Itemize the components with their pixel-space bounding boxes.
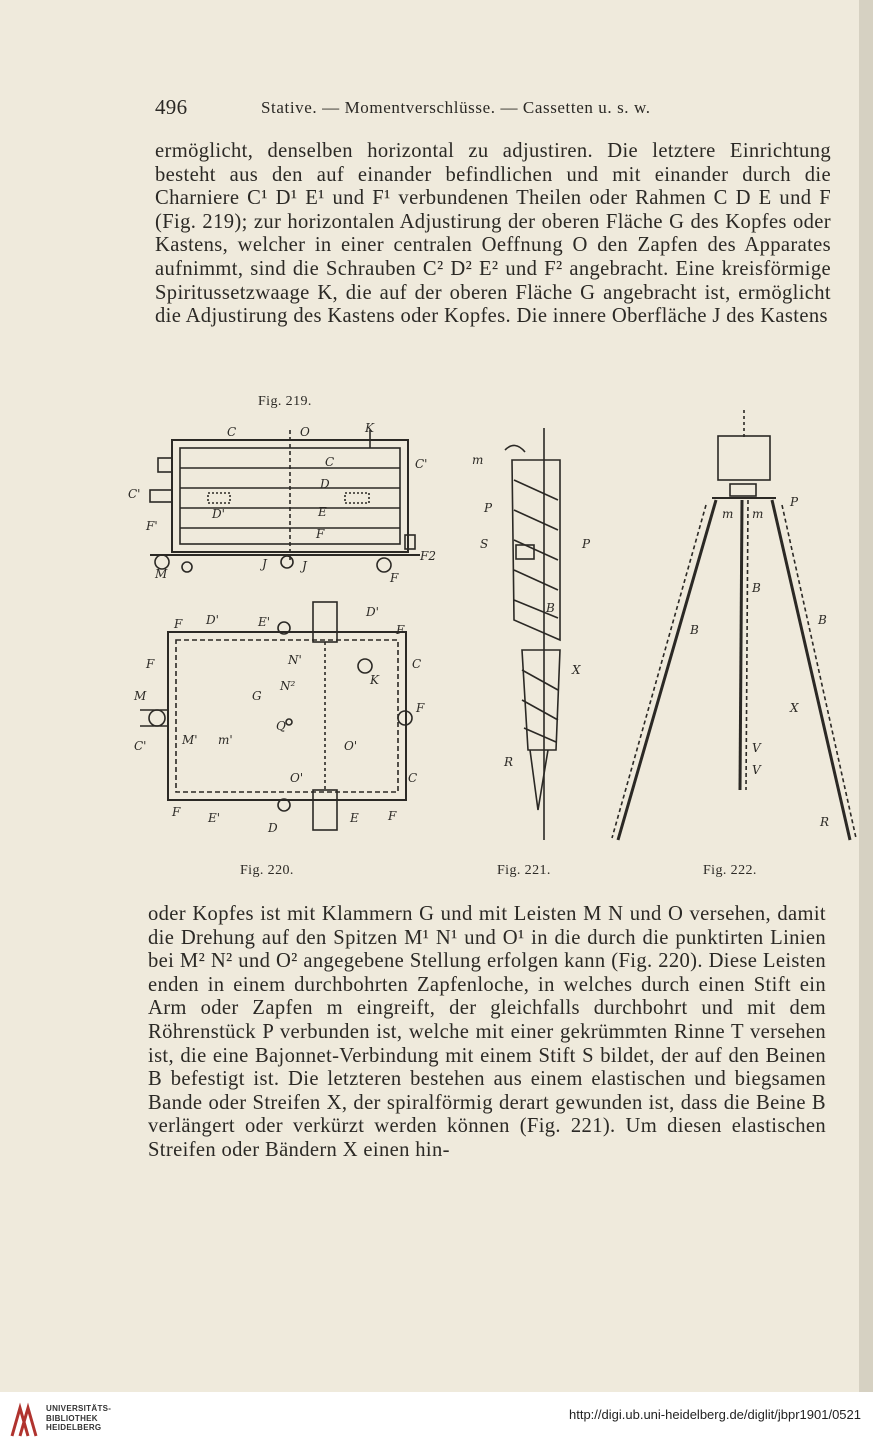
footer-bar [0,1392,873,1455]
svg-text:F: F [146,657,155,671]
svg-text:X: X [572,663,581,677]
svg-text:N²: N² [280,679,296,693]
svg-text:V: V [752,763,761,777]
svg-text:E: E [318,505,327,519]
svg-text:P: P [790,495,799,509]
svg-text:D: D [320,477,330,491]
svg-text:F: F [396,623,405,637]
source-url-link[interactable]: http://digi.ub.uni-heidelberg.de/diglit/jbpr1901/0521 [569,1407,861,1422]
svg-text:C': C' [134,739,147,753]
library-name: UNIVERSITÄTS- BIBLIOTHEK HEIDELBERG [46,1404,112,1432]
fig-219-caption: Fig. 219. [258,394,312,409]
svg-text:B: B [752,581,761,595]
svg-text:B: B [546,601,555,615]
svg-text:F: F [174,617,183,631]
svg-text:O': O' [290,771,304,785]
svg-text:C: C [408,771,418,785]
svg-text:N': N' [288,653,302,667]
svg-text:O: O [300,425,310,439]
svg-text:G: G [252,689,262,703]
svg-text:D': D' [206,613,219,627]
svg-text:R: R [820,815,830,829]
svg-text:B: B [818,613,827,627]
svg-text:C: C [227,425,237,439]
svg-text:X: X [790,701,799,715]
svg-text:F: F [172,805,181,819]
fig-220-caption: Fig. 220. [240,863,294,878]
svg-text:m: m [752,507,764,521]
svg-text:R: R [504,755,514,769]
svg-text:P: P [484,501,493,515]
svg-text:M: M [155,567,168,581]
fig-220-drawing [140,602,412,830]
svg-text:m: m [722,507,734,521]
svg-text:C': C' [128,487,141,501]
paragraph-top: ermöglicht, denselben horizontal zu adjustiren. Die letztere Einrichtung besteht aus den auf einander befindlichen und mit einander durch die Charniere C¹ D¹ E¹ und F¹ verbundenen Theilen oder Rahmen C D E und F (Fig. 219); zur horizontalen Adjustirung der oberen Fläche G des Kopfes oder Kastens, welcher in einer centralen Oeffnung O den Zapfen des Apparates aufnimmt, sind die Schrauben C² D² E² und F² angebracht. Eine kreisförmige Spiritussetzwaage K, die auf der oberen Fläche G angebracht ist, ermöglicht die Adjustirung des Kastens oder Kopfes. Die innere Oberfläche J des Kastens [155,140,831,328]
svg-text:C': C' [415,457,428,471]
svg-text:F: F [390,571,399,585]
svg-text:E': E' [258,615,271,629]
page-number: 496 [155,95,188,119]
svg-text:C: C [412,657,422,671]
svg-text:M: M [134,689,147,703]
fig-222-caption: Fig. 222. [703,863,757,878]
fig-221-drawing [505,428,560,840]
fig-219-drawing [150,430,420,572]
svg-text:C: C [325,455,335,469]
text-block-bottom [148,903,826,1163]
svg-text:m: m [472,453,484,467]
library-logo-icon [8,1400,40,1444]
svg-text:J: J [262,557,267,571]
svg-text:m': m' [218,733,233,747]
svg-text:F': F' [146,519,158,533]
svg-text:D': D' [212,507,225,521]
svg-text:V: V [752,741,761,755]
svg-text:F2: F2 [420,549,436,563]
svg-text:K: K [370,673,379,687]
svg-text:B: B [690,623,699,637]
svg-text:E': E' [208,811,221,825]
svg-text:D': D' [366,605,379,619]
svg-text:Q: Q [276,719,286,733]
paragraph-bottom: oder Kopfes ist mit Klammern G und mit Leisten M N und O versehen, damit die Drehung auf den Spitzen M¹ N¹ und O¹ in die durch die punktirten Linien bei M² N² und O² angegebene Stellung erfolgen kann (Fig. 220). Diese Leisten enden in einem durchbohrten Zapfenloche, in welches durch einen Stift ein Arm oder Zapfen m eingreift, der gleichfalls durchbohrt und mit dem Röhrenstück P verbunden ist, welche mit einer gekrümmten Rinne T versehen ist, die eine Bajonnet-Verbindung mit einem Stift S bildet, der auf den Beinen B befestigt ist. Die letzteren bestehen aus einem elastischen und biegsamen Bande oder Streifen X, der spiralförmig derart gewunden ist, dass die Beine B verlängert oder verkürzt werden können (Fig. 221). Um diesen elastischen Streifen oder Bändern X einen hin- [148,903,826,1161]
svg-text:D: D [268,821,278,835]
svg-text:O': O' [344,739,358,753]
svg-text:K: K [365,421,374,435]
svg-text:F: F [316,527,325,541]
svg-text:F: F [416,701,425,715]
figure-letter-labels [128,421,829,835]
svg-text:P: P [582,537,591,551]
fig-221-caption: Fig. 221. [497,863,551,878]
svg-text:J: J [302,559,307,573]
running-title: Stative. — Momentverschlüsse. — Cassetten u. s. w. [261,98,651,117]
svg-text:F: F [388,809,397,823]
svg-text:M': M' [182,733,198,747]
svg-text:S: S [480,537,489,551]
svg-text:E: E [350,811,359,825]
